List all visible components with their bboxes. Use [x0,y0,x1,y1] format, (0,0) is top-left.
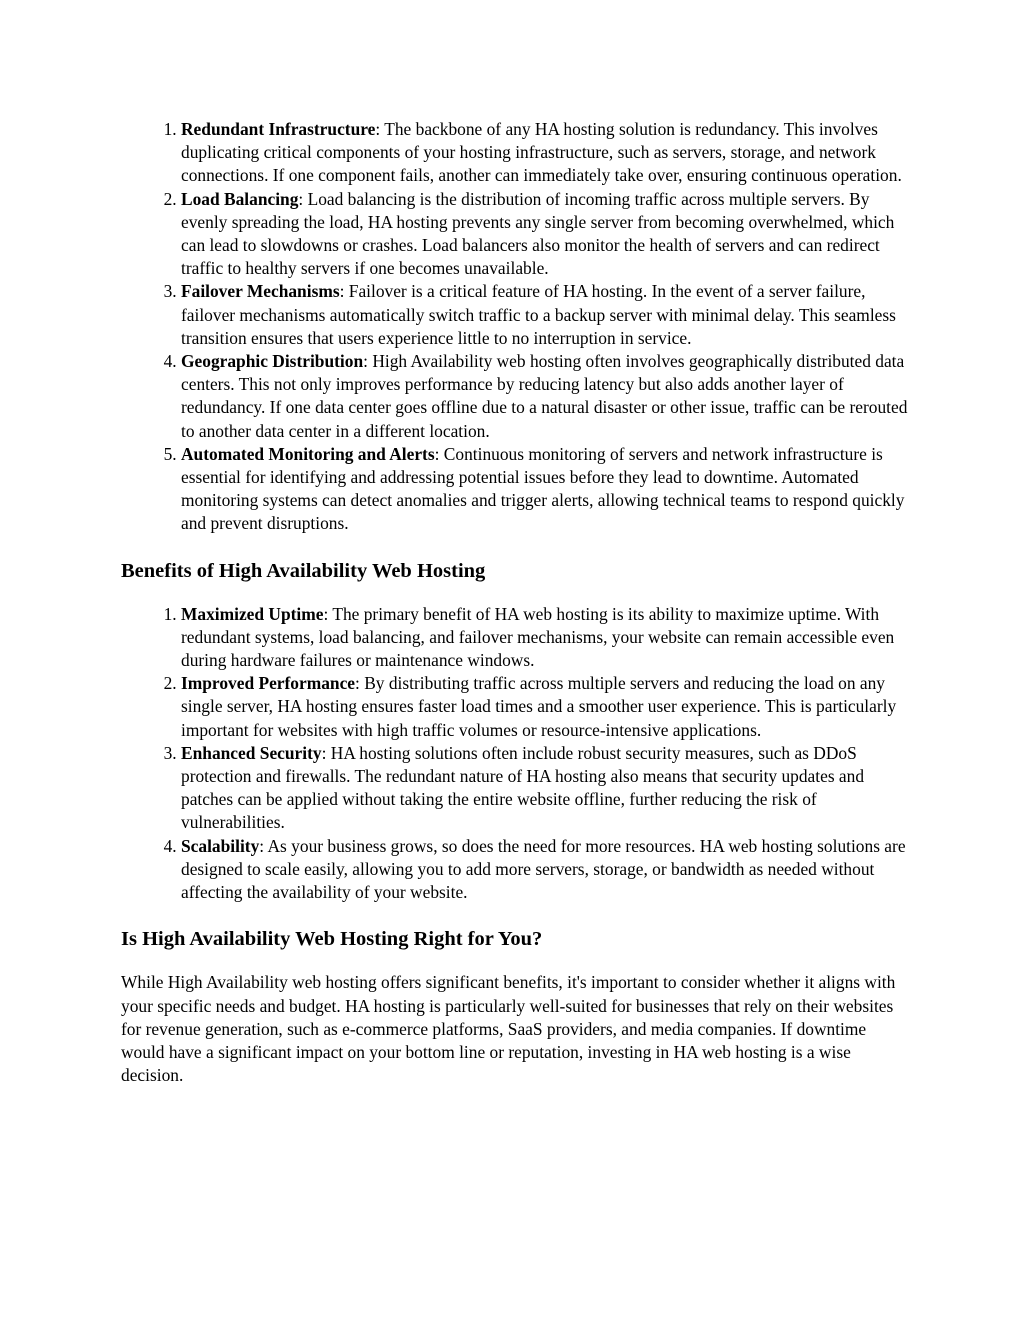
list-item-term: Improved Performance [181,673,356,694]
list-item-term: Geographic Distribution [181,351,364,372]
list-item [181,118,911,188]
list-item [181,280,911,350]
list-item-term: Failover Mechanisms [181,281,340,302]
document-page [121,118,911,1087]
list-item-term: Enhanced Security [181,742,322,763]
list-item-term: Automated Monitoring and Alerts [181,443,435,464]
list-item-term: Load Balancing [181,188,299,209]
benefits-list [121,603,911,905]
list-item-text: : Load balancing is the distribution of incoming traffic across multiple servers. By evenly spreading the load, HA hosting prevents any single server from becoming overwhelmed, which can lead to slowdowns or crashes. Load balancers also monitor the health of servers and can redirect traffic to healthy servers if one becomes unavailable. [181,188,895,279]
list-item-text: : The primary benefit of HA web hosting is its ability to maximize uptime. With redundant systems, load balancing, and failover mechanisms, your website can remain accessible even during hardware failures or maintenance windows. [181,603,895,671]
benefits-heading: Benefits of High Availability Web Hosting [121,559,486,582]
right-for-you-heading: Is High Availability Web Hosting Right for You? [121,928,543,951]
list-item-text: : By distributing traffic across multiple servers and reducing the load on any single server, HA hosting ensures faster load times and a smoother user experience. This is particularly important for websites with high traffic volumes or resource-intensive applications. [181,673,897,740]
components-list [121,118,911,536]
list-item-text: : Failover is a critical feature of HA hosting. In the event of a server failure, failover mechanisms automatically switch traffic to a backup server with minimal delay. This seamless transition ensures that users experience little to no interruption in service. [181,281,896,348]
list-item [181,188,911,281]
list-item-text: : HA hosting solutions often include robust security measures, such as DDoS protection and firewalls. The redundant nature of HA hosting also means that security updates and patches can be applied without taking the entire website offline, further reducing the risk of vulnerabilities. [181,742,865,833]
list-item [181,672,911,742]
list-item-term: Scalability [181,835,260,856]
list-item [181,742,911,835]
list-item [181,443,911,536]
list-item [181,603,911,673]
list-item [181,835,911,905]
list-item-term: Maximized Uptime [181,603,324,624]
list-item-text: : As your business grows, so does the need for more resources. HA web hosting solutions are designed to scale easily, allowing you to add more servers, storage, or bandwidth as needed without affecting the availability of your website. [181,835,906,903]
list-item-text: : High Availability web hosting often involves geographically distributed data centers. This not only improves performance by reducing latency but also adds another layer of redundancy. If one data center goes offline due to a natural disaster or other issue, traffic can be rerouted to another data center in a different location. [181,351,908,441]
list-item-text: : Continuous monitoring of servers and network infrastructure is essential for identifying and addressing potential issues before they lead to downtime. Automated monitoring systems can detect anomalies and trigger alerts, allowing technical teams to respond quickly and prevent disruptions. [181,443,905,534]
list-item-term: Redundant Infrastructure [181,119,376,139]
list-item [181,350,911,443]
list-item-text: : The backbone of any HA hosting solution is redundancy. This involves duplicating critical components of your hosting infrastructure, such as servers, storage, and network connections. If one component fails, another can immediately take over, ensuring continuous operation. [181,119,902,186]
right-for-you-paragraph: While High Availability web hosting offers significant benefits, it's important to consider whether it aligns with your specific needs and budget. HA hosting is particularly well-suited for businesses that rely on their websites for revenue generation, such as e-commerce platforms, SaaS providers, and media companies. If downtime would have a significant impact on your bottom line or reputation, investing in HA web hosting is a wise decision. [121,972,896,1086]
